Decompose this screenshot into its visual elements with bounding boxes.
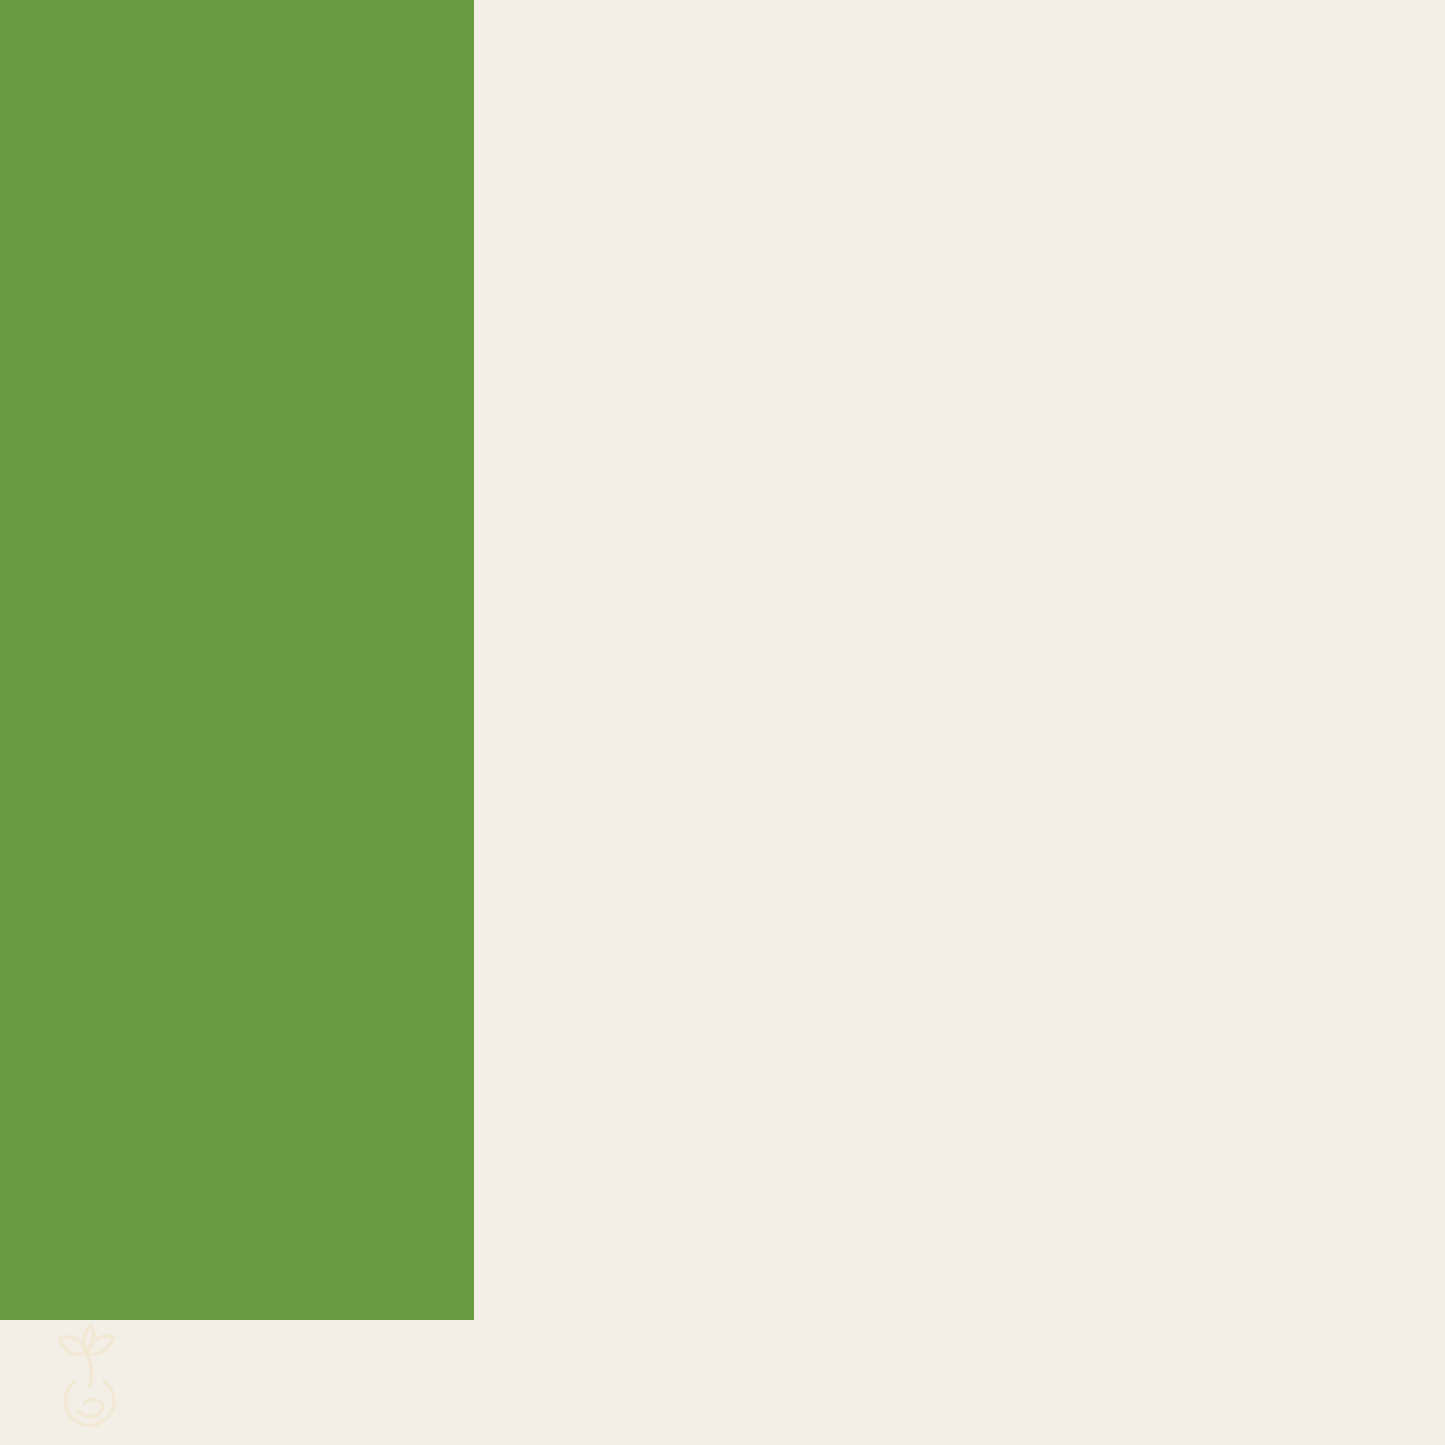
brand-logo <box>52 1318 312 1443</box>
sprouting-seed-icon <box>52 1322 124 1440</box>
seed-pile-image <box>1005 1115 1445 1445</box>
